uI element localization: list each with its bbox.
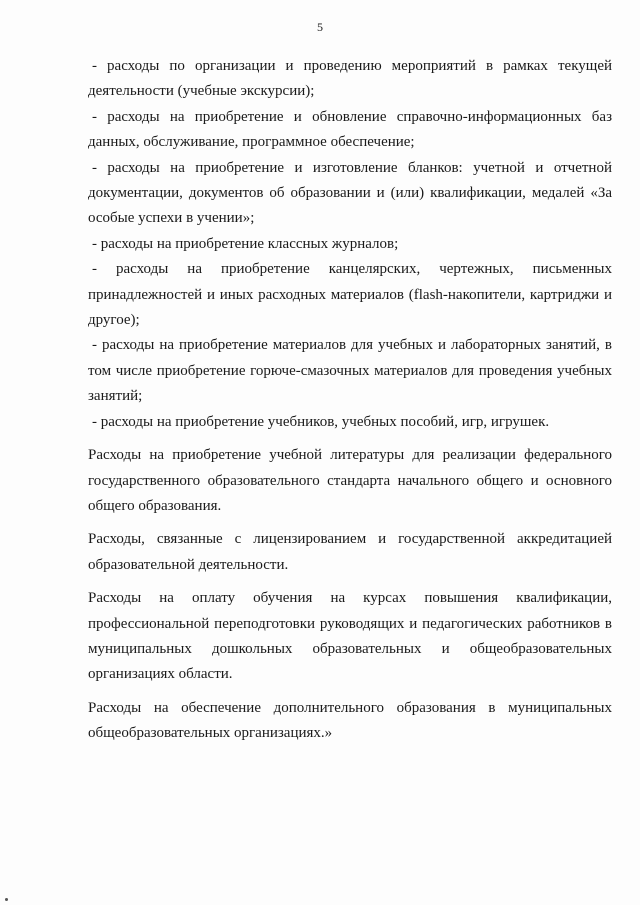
list-item-journals: - расходы на приобретение классных журналов; bbox=[92, 235, 399, 252]
list-item-databases: - расходы на приобретение и обновление справочно-информационных баз данных, обслуживание, программное обеспечение; bbox=[88, 108, 612, 151]
list-item-blanks: - расходы на приобретение и изготовление бланков: учетной и отчетной документации, документов об образовании и (или) квалификации, медалей «За особые успехи в учении»; bbox=[88, 159, 612, 227]
list-item-stationery: - расходы на приобретение канцелярских, чертежных, письменных принадлежностей и иных расходных материалов (flash-накопители, картриджи и другое); bbox=[88, 261, 612, 329]
paragraph-licensing: Расходы, связанные с лицензированием и государственной аккредитацией образовательной деятельности. bbox=[88, 531, 612, 573]
list-item-lab-materials: - расходы на приобретение материалов для учебных и лабораторных занятий, в том числе приобретение горюче-смазочных материалов для проведения учебных занятий; bbox=[88, 337, 612, 405]
list-item-textbooks: - расходы на приобретение учебников, учебных пособий, игр, игрушек. bbox=[92, 413, 550, 430]
scan-artifact bbox=[5, 898, 8, 901]
page-number: 5 bbox=[317, 20, 323, 34]
paragraph-additional-education: Расходы на обеспечение дополнительного образования в муниципальных общеобразовательных организациях.» bbox=[88, 699, 612, 742]
paragraph-training-courses: Расходы на оплату обучения на курсах повышения квалификации, профессиональной переподготовки руководящих и педагогических работников в муниципальных дошкольных образовательных и общеобразовательных организациях области. bbox=[88, 590, 612, 683]
list-item-excursions: - расходы по организации и проведению мероприятий в рамках текущей деятельности (учебные экскурсии); bbox=[88, 58, 612, 100]
paragraph-educational-literature: Расходы на приобретение учебной литературы для реализации федерального государственного образовательного стандарта начального общего и основного общего образования. bbox=[88, 447, 612, 514]
document-body bbox=[88, 54, 612, 747]
